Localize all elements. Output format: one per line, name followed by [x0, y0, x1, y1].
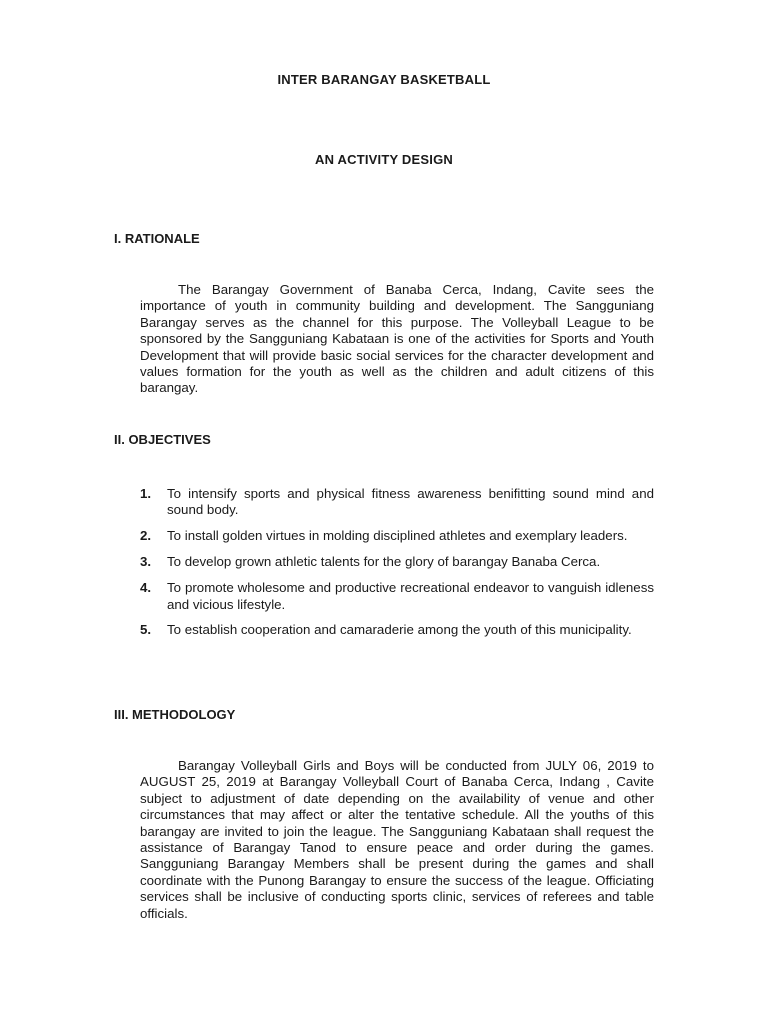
objective-text: To promote wholesome and productive recreational endeavor to vanguish idleness and vicious lifestyle.	[167, 580, 654, 612]
rationale-heading: I. RATIONALE	[114, 231, 200, 246]
objective-item	[140, 622, 654, 638]
objectives-list	[140, 486, 654, 648]
methodology-heading: III. METHODOLOGY	[114, 707, 236, 722]
objectives-heading: II. OBJECTIVES	[114, 432, 211, 447]
objective-item	[140, 486, 654, 519]
objective-number: 3.	[140, 554, 152, 570]
objective-item	[140, 528, 654, 544]
methodology-paragraph: Barangay Volleyball Girls and Boys will be conducted from JULY 06, 2019 to AUGUST 25, 2019 at Barangay Volleyball Court of Banaba Cerca, Indang , Cavite subject to adjustment of date depending on the availability of venue and other circumstances that may affect or alter the tentative schedule. All the youths of this barangay are invited to join the league. The Sangguniang Kabataan shall request the assistance of Barangay Tanod to ensure peace and order during the games. Sangguniang Barangay Members shall be present during the games and shall coordinate with the Punong Barangay to ensure the success of the league. Officiating services shall be inclusive of conducting sports clinic, services of referees and table officials.	[140, 758, 654, 921]
document-subtitle: AN ACTIVITY DESIGN	[315, 152, 453, 167]
objective-number: 1.	[140, 486, 152, 501]
rationale-paragraph: The Barangay Government of Banaba Cerca, Indang, Cavite sees the importance of youth in community building and development. The Sangguniang Barangay serves as the channel for this purpose. The Volleyball League to be sponsored by the Sangguniang Kabataan is one of the activities for Sports and Youth Development that will provide basic social services for the character development and values formation for the youth as well as the children and adult citizens of this barangay.	[140, 282, 654, 396]
objective-number: 4.	[140, 580, 152, 596]
objective-text: To develop grown athletic talents for the glory of barangay Banaba Cerca.	[167, 554, 601, 570]
objective-number: 2.	[140, 528, 152, 544]
objective-item	[140, 580, 654, 613]
objective-text: To install golden virtues in molding disciplined athletes and exemplary leaders.	[167, 528, 628, 544]
objective-text: To intensify sports and physical fitness awareness benifitting sound mind and sound body.	[167, 486, 654, 518]
objective-number: 5.	[140, 622, 152, 638]
document-title: INTER BARANGAY BASKETBALL	[277, 72, 491, 87]
objective-item	[140, 554, 654, 570]
objective-text: To establish cooperation and camaraderie among the youth of this municipality.	[167, 622, 632, 638]
